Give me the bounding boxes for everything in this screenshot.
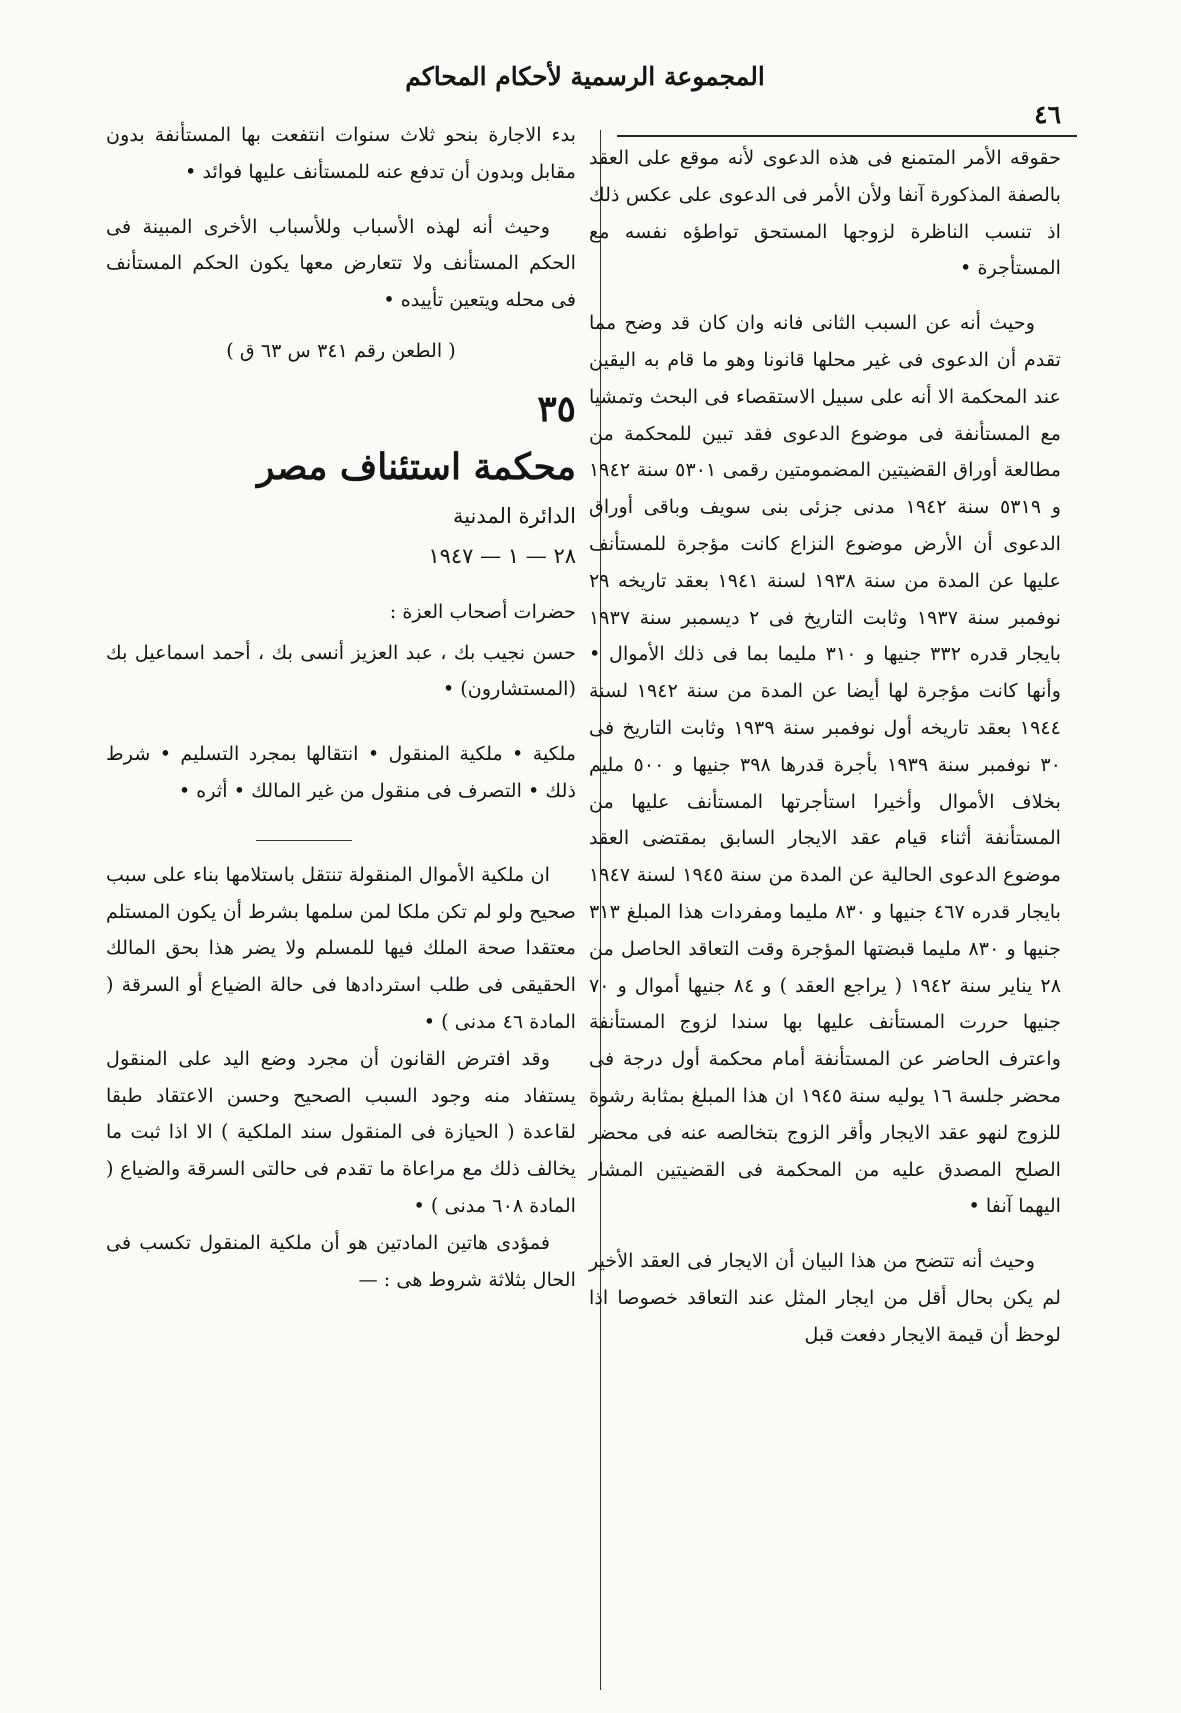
body-paragraph: بدء الاجارة بنحو ثلاث سنوات انتفعت بها المستأنفة بدون مقابل وبدون أن تدفع عنه للمستأنف عليها فوائد •: [106, 123, 576, 183]
headnotes: ملكية • ملكية المنقول • انتقالها بمجرد التسليم • شرط ذلك • التصرف فى منقول من غير المالك • أثره •: [106, 742, 576, 802]
left-column: [106, 117, 576, 1298]
judgment-date: ٢٨ — ١ — ١٩٤٧: [428, 543, 576, 568]
body-paragraph: ان ملكية الأموال المنقولة تنتقل باستلامها بناء على سبب صحيح ولو لم تكن ملكا لمن سلمها بشرط أن يكون المستلم معتقدا صحة الملك فيها للمسلم ولا يضر هذا بحق المالك الحقيقى فى طلب استردادها فى حالة الضياع أو السرقة ( المادة ٤٦ مدنى ) •: [106, 862, 576, 1033]
page-number: ٤٦: [1034, 100, 1061, 129]
judges-names: حسن نجيب بك ، عبد العزيز أنسى بك ، أحمد اسماعيل بك (المستشارون) •: [106, 640, 576, 701]
appeal-citation: ( الطعن رقم ٣٤١ س ٦٣ ق ): [226, 338, 456, 362]
body-paragraph: وحيث أنه عن السبب الثانى فانه وان كان قد وضح مما تقدم أن الدعوى فى غير محلها قانونا وهو ما قام به اليقين عند المحكمة الا أنه على سبيل الاستقصاء فى البحث وتمشيا مع المستأنفة فى موضوع الدعوى فقد تبين للمحكمة من مطالعة أوراق القضيتين المضمومتين رقمى ٥٣٠١ سنة ١٩٤٢ و ٥٣١٩ سنة ١٩٤٢ مدنى جزئى بنى سويف وباقى أوراق الدعوى أن الأرض موضوع النزاع كانت مؤجرة للمستأنف عليها عن المدة من سنة ١٩٣٨ لسنة ١٩٤١ بعقد تاريخه ٢٩ نوفمبر سنة ١٩٣٧ وثابت التاريخ فى ٢ ديسمبر سنة ١٩٣٧ بايجار قدره ٣٣٢ جنيها و ٣١٠ مليما بما فى ذلك الأموال • وأنها كانت مؤجرة لها أيضا عن المدة من سنة ١٩٤٢ لسنة ١٩٤٤ بعقد تاريخه أول نوفمبر سنة ١٩٣٩ وثابت التاريخ فى ٣٠ نوفمبر سنة ١٩٣٩ بأجرة قدرها ٣٩٨ جنيها و ٥٠٠ مليم بخلاف الأموال وأخيرا استأجرتها المستأنف عليها من المستأنفة أثناء قيام عقد الايجار السابق بمقتضى العقد موضوع الدعوى الحالية عن المدة من سنة ١٩٤٥ لسنة ١٩٤٧ بايجار قدره ٤٦٧ جنيها و ٨٣٠ مليما ومفردات هذا المبلغ ٣١٣ جنيها و ٨٣٠ مليما قبضتها المؤجرة وقت التعاقد الحاصل من ٢٨ يناير سنة ١٩٤٢ ( يراجع العقد ) و ٨٤ جنيها أموال و ٧٠ جنيها حررت المستأنف عليها بها سندا لزوج المستأنفة واعترف الحاضر عن المستأنفة أمام محكمة أول درجة فى محضر جلسة ١٦ يوليه سنة ١٩٤٥ ان هذا المبلغ بمثابة رشوة للزوج لنهو عقد الايجار وأقر الزوج بتخالصه عنه فى محضر الصلح المصدق عليه من المحكمة فى القضيتين المشار اليهما آنفا •: [589, 311, 1062, 1218]
running-title: المجموعة الرسمية لأحكام المحاكم: [405, 62, 765, 91]
court-name: محكمة استئناف مصر: [257, 445, 576, 488]
right-column: [589, 140, 1061, 1354]
body-paragraph: وحيث أنه تتضح من هذا البيان أن الايجار فى العقد الأخير لم يكن بحال أقل من ايجار المثل عند التعاقد خصوصا اذا لوحظ أن قيمة الايجار دفعت قبل: [589, 1249, 1061, 1346]
case-number: ٣٥: [537, 387, 576, 430]
body-paragraph: وحيث أنه لهذه الأسباب وللأسباب الأخرى المبينة فى الحكم المستأنف ولا تتعارض معها يكون الحكم المستأنف فى محله ويتعين تأييده •: [106, 214, 576, 312]
body-paragraph: حقوقه الأمر المتمنع فى هذه الدعوى لأنه موقع على العقد بالصفة المذكورة آنفا ولأن الأمر فى الدعوى على عكس ذلك اذ تنسب الناظرة لزوجها المستحق تواطؤه نفسه مع المستأجرة •: [589, 146, 1061, 280]
body-paragraph: وقد افترض القانون أن مجرد وضع اليد على المنقول يستفاد منه وجود السبب الصحيح وحسن الاعتقاد طبقا لقاعدة ( الحيازة فى المنقول سند الملكية ) الا اذا ثبت ما يخالف ذلك مع مراعاة ما تقدم فى حالتى السرقة والضياع ( المادة ٦٠٨ مدنى ) •: [106, 1046, 576, 1217]
header-rule: [617, 135, 1077, 137]
body-paragraph: فمؤدى هاتين المادتين هو أن ملكية المنقول تكسب فى الحال بثلاثة شروط هى : —: [106, 1230, 576, 1291]
chamber-name: الدائرة المدنية: [452, 503, 576, 528]
section-rule: [256, 840, 352, 841]
judges-label: حضرات أصحاب العزة :: [389, 599, 576, 623]
